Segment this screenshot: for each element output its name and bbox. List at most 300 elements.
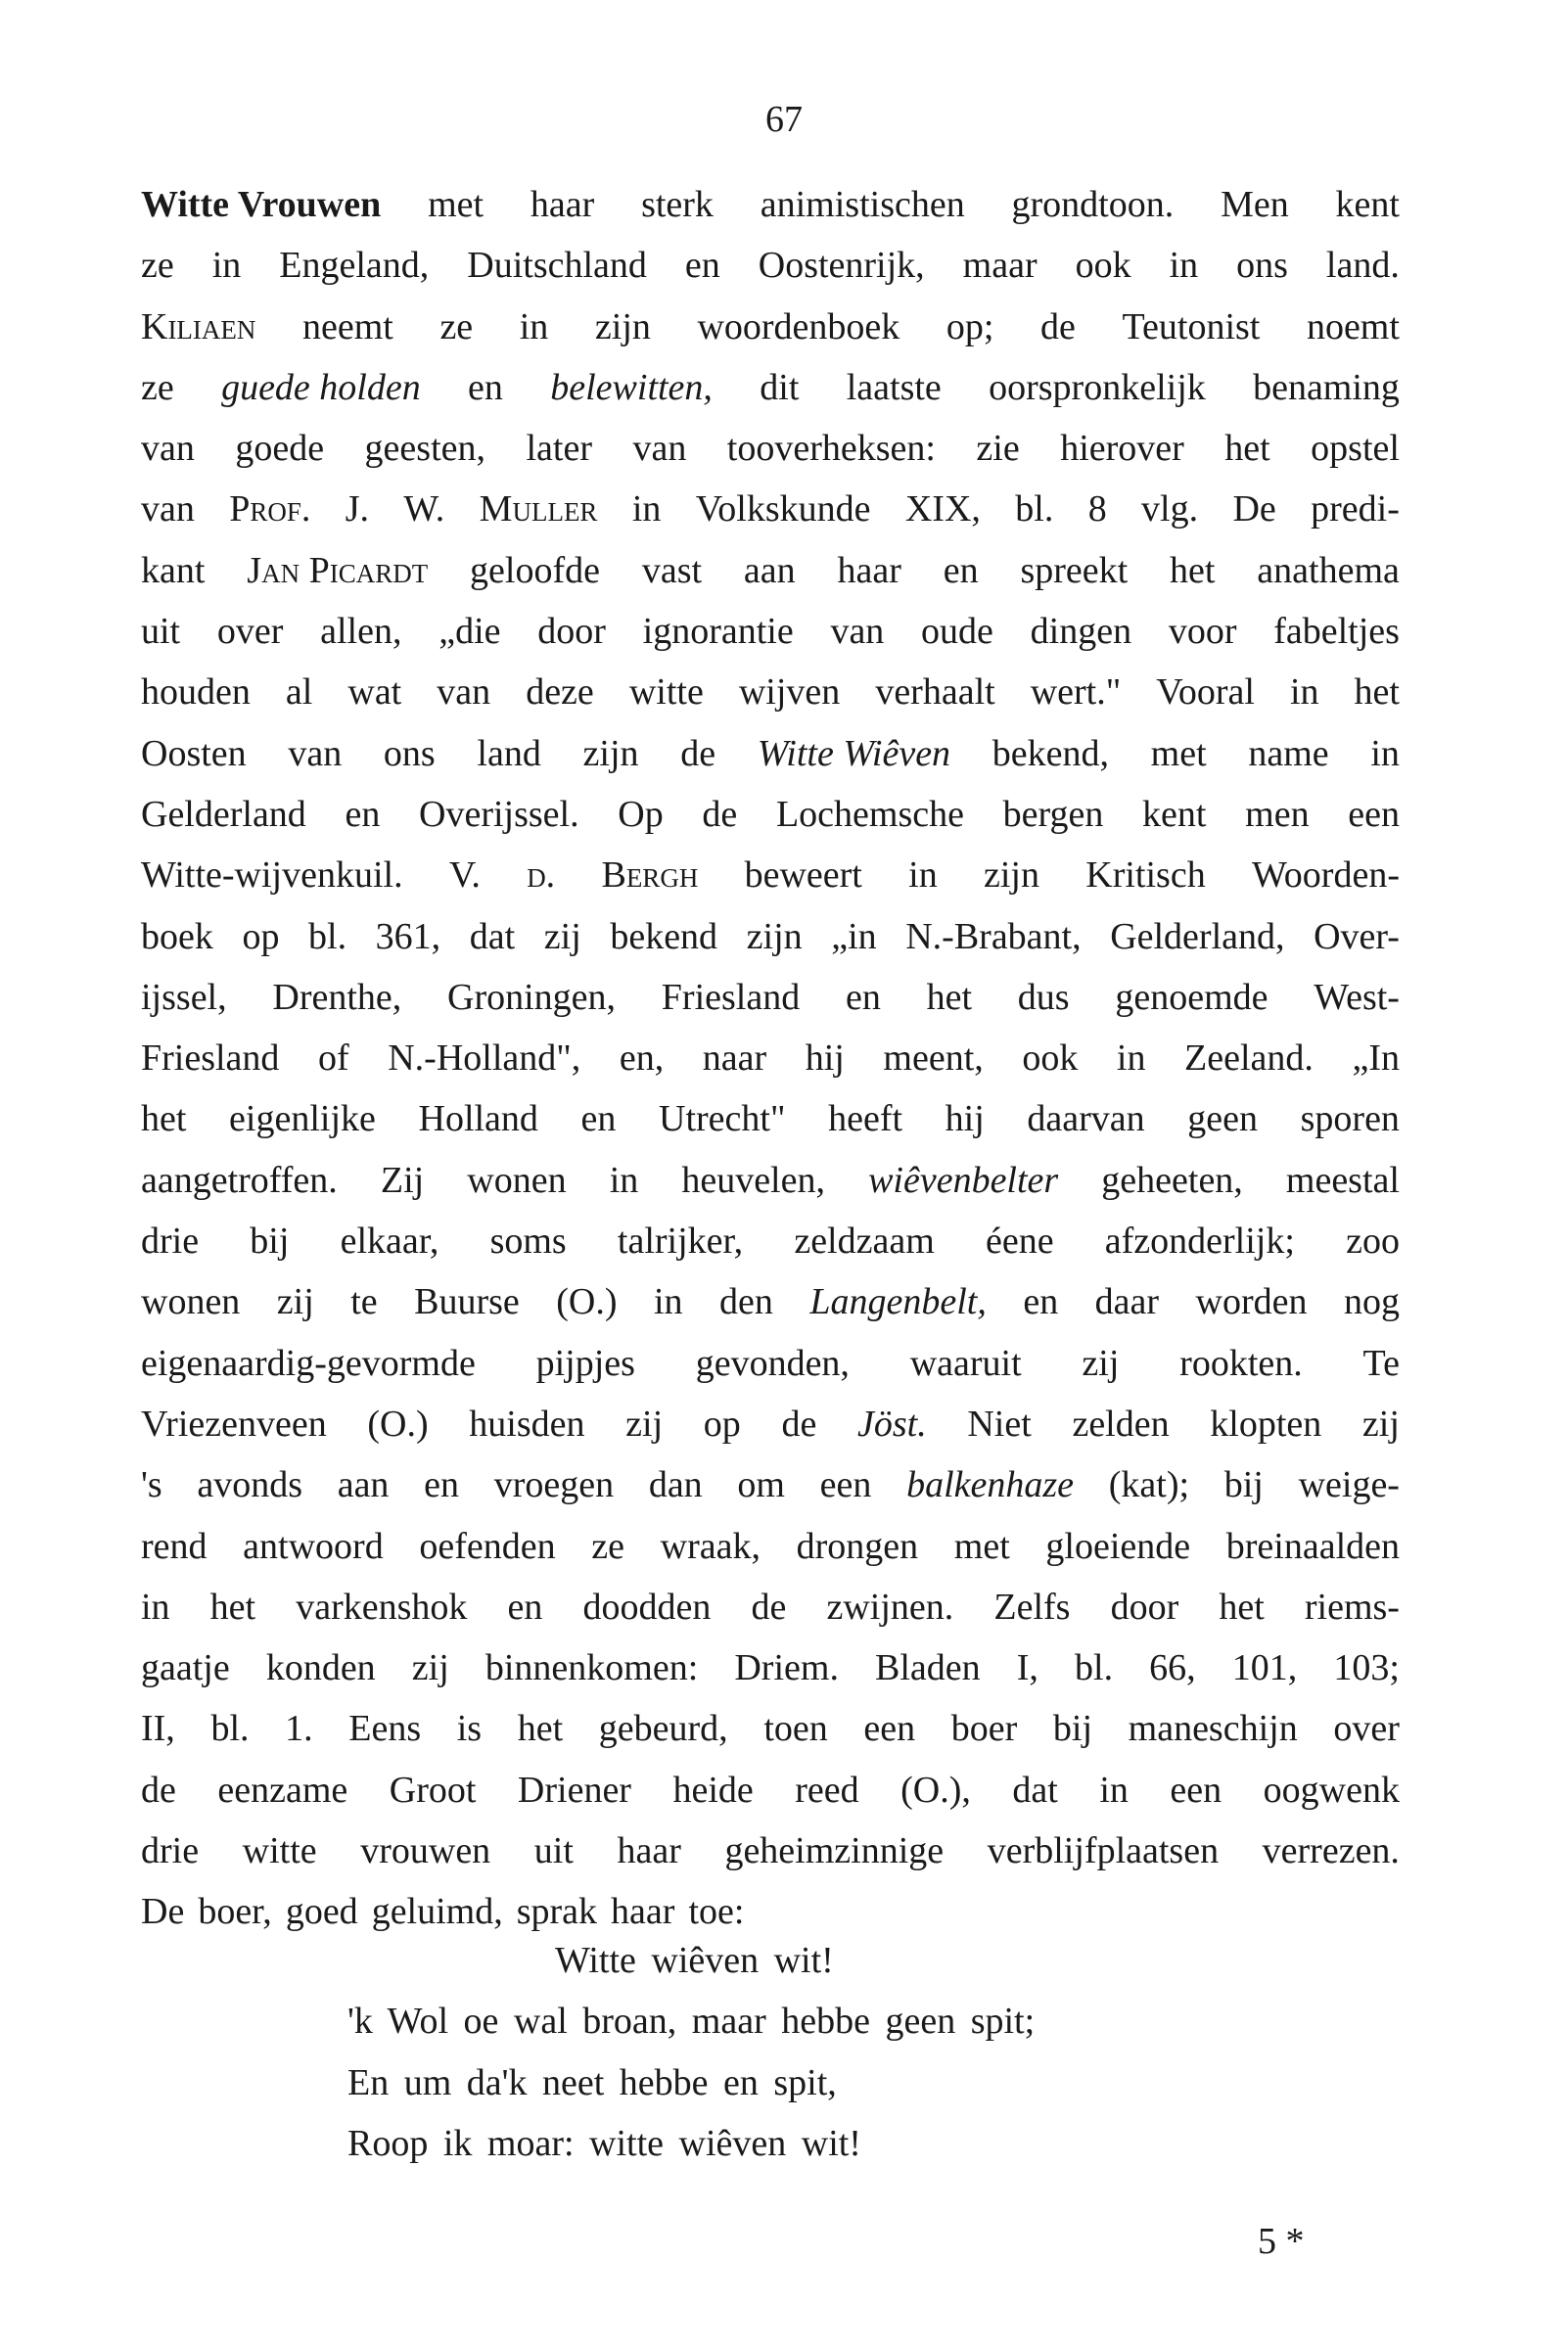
word: oorspronkelijk	[989, 366, 1206, 408]
word: breinaalden	[1225, 1525, 1400, 1567]
word: (O.),	[900, 1769, 971, 1811]
word: Witte Wiêven	[757, 732, 951, 774]
word: Zeeland.	[1184, 1037, 1314, 1080]
text-line	[141, 662, 1400, 722]
word: en	[507, 1586, 543, 1628]
word: aan	[743, 549, 796, 591]
word: meestal	[1285, 1159, 1400, 1201]
word: allen,	[320, 611, 402, 653]
word: bergen	[1002, 793, 1104, 835]
word: het	[1224, 428, 1270, 470]
word: bij	[1052, 1708, 1093, 1750]
word: sprak	[516, 1891, 598, 1933]
word: zij	[1361, 1403, 1400, 1445]
word: benaming	[1253, 366, 1400, 408]
word: de	[141, 1769, 176, 1811]
word: kent	[1335, 184, 1400, 225]
word: vast	[641, 549, 703, 591]
word: zwijnen.	[826, 1586, 954, 1628]
word: goed	[285, 1891, 358, 1933]
word: Niet	[967, 1403, 1032, 1445]
word: tooverheksen:	[726, 428, 936, 470]
word: éene	[985, 1221, 1054, 1263]
word: ons	[1236, 245, 1288, 287]
word: Muller	[479, 488, 598, 530]
word: geen	[1187, 1098, 1259, 1140]
text-line	[141, 297, 1400, 357]
word: toen	[763, 1708, 828, 1750]
word: zijn	[984, 854, 1039, 897]
word: van	[141, 428, 195, 470]
word: zij	[625, 1403, 664, 1445]
word: Jan Picardt	[247, 549, 429, 591]
word: gaatje	[141, 1647, 230, 1689]
word: geheimzinnige	[724, 1830, 945, 1872]
text-line	[141, 1821, 1400, 1881]
word: drongen	[796, 1525, 919, 1567]
word: witte	[242, 1830, 317, 1872]
text-line	[141, 1698, 1400, 1759]
text-line	[141, 1271, 1400, 1332]
word: in	[908, 854, 938, 897]
word: Teutonist	[1122, 305, 1261, 347]
word: wonen	[141, 1281, 241, 1323]
word: ijssel,	[141, 976, 227, 1018]
word: hij	[945, 1098, 985, 1140]
word: Bladen	[875, 1647, 981, 1689]
word: 361,	[375, 915, 441, 957]
word: Zelfs	[993, 1586, 1071, 1628]
word: boek	[141, 915, 213, 957]
word: men	[1245, 793, 1310, 835]
verse-line: En um da'k neet hebbe en spit,	[347, 2061, 837, 2103]
word: over	[216, 611, 284, 653]
word: Drenthe,	[272, 976, 402, 1018]
word: dat	[469, 915, 516, 957]
word: het	[926, 976, 973, 1018]
text-line	[141, 1333, 1400, 1394]
word: Duitschland	[467, 245, 647, 287]
word: boer	[950, 1708, 1018, 1750]
word: „In	[1352, 1037, 1400, 1080]
word: varkenshok	[296, 1586, 468, 1628]
word: of	[318, 1037, 349, 1080]
word: ignorantie	[642, 611, 794, 653]
word: Woorden-	[1251, 854, 1400, 897]
body-text	[141, 174, 1400, 1943]
word: sporen	[1300, 1098, 1400, 1140]
word: avonds	[197, 1464, 302, 1506]
text-line	[141, 174, 1400, 235]
word: zij	[543, 915, 581, 957]
word: het	[1219, 1586, 1265, 1628]
word: in	[519, 305, 549, 347]
word: aan	[337, 1464, 390, 1506]
word: en	[468, 366, 503, 408]
word: sterk	[641, 184, 714, 225]
word: ook	[1075, 245, 1131, 287]
word: van	[141, 488, 195, 530]
word: Gelderland	[141, 793, 306, 835]
word: rend	[141, 1525, 208, 1567]
word: neemt	[302, 305, 393, 347]
word: klopten	[1210, 1403, 1322, 1445]
verse-line: 'k Wol oe wal broan, maar hebbe geen spit;	[347, 2001, 1036, 2043]
word: De	[1232, 488, 1276, 530]
word: Holland	[418, 1098, 538, 1140]
word: Bergh	[601, 854, 699, 897]
word: land	[477, 732, 541, 774]
word: reed	[795, 1769, 859, 1811]
word: heuvelen,	[681, 1159, 825, 1201]
word: 's	[141, 1464, 162, 1506]
word: een	[819, 1464, 872, 1506]
word: land.	[1325, 245, 1400, 287]
word: op	[703, 1403, 741, 1445]
word: de	[702, 793, 738, 835]
word: Volkskunde	[695, 488, 871, 530]
word: houden	[141, 671, 251, 714]
word: maar	[962, 245, 1038, 287]
text-line	[141, 1211, 1400, 1271]
word: soms	[489, 1221, 567, 1263]
word: Vriezenveen	[141, 1403, 327, 1445]
word: drie	[141, 1830, 200, 1872]
word: waaruit	[909, 1342, 1022, 1384]
word: Witte-wijvenkuil.	[141, 854, 403, 897]
word: en	[684, 245, 720, 287]
word: Op	[618, 793, 664, 835]
word: balkenhaze	[906, 1464, 1075, 1506]
word: gevonden,	[695, 1342, 850, 1384]
text-line	[141, 540, 1400, 601]
text-line	[141, 1028, 1400, 1088]
word: later	[526, 428, 592, 470]
word: zie	[976, 428, 1020, 470]
word: bij	[1223, 1464, 1264, 1506]
word: in	[631, 488, 662, 530]
text-line	[141, 1516, 1400, 1577]
word: in	[1099, 1769, 1129, 1811]
word: al	[285, 671, 313, 714]
word: West-	[1314, 976, 1400, 1018]
word: bl.	[308, 915, 347, 957]
word: en	[580, 1098, 617, 1140]
word: V.	[448, 854, 481, 897]
word: wonen	[467, 1159, 567, 1201]
word: te	[350, 1281, 378, 1323]
word: Vooral	[1156, 671, 1255, 714]
word: het	[141, 1098, 187, 1140]
word: haar	[617, 1830, 681, 1872]
word: zij	[1082, 1342, 1120, 1384]
word: dingen	[1030, 611, 1132, 653]
word: haar	[837, 549, 901, 591]
word: 103;	[1333, 1647, 1400, 1689]
word: zelden	[1072, 1403, 1170, 1445]
word: en	[943, 549, 979, 591]
word: eigenaardig-gevormde	[141, 1342, 476, 1384]
word: het	[1354, 671, 1400, 714]
word: Gelderland,	[1110, 915, 1285, 957]
word: drie	[141, 1221, 200, 1263]
word: den	[719, 1281, 773, 1323]
word: bekend,	[992, 732, 1109, 774]
word: in	[1116, 1037, 1146, 1080]
word: rookten.	[1179, 1342, 1303, 1384]
word: eenzame	[217, 1769, 348, 1811]
word: Men	[1221, 184, 1289, 225]
word: haar	[611, 1891, 675, 1933]
word: nog	[1343, 1281, 1400, 1323]
word: van	[632, 428, 687, 470]
word: talrijker,	[617, 1221, 744, 1263]
word: Driener	[517, 1769, 631, 1811]
word: wraak,	[660, 1525, 761, 1567]
word: zijn	[746, 915, 803, 957]
word: uit	[533, 1830, 574, 1872]
word: Overijssel.	[419, 793, 579, 835]
word: op	[242, 915, 280, 957]
word: weige-	[1298, 1464, 1400, 1506]
word: in	[1169, 245, 1199, 287]
text-line	[141, 235, 1400, 296]
word: De	[141, 1891, 185, 1933]
word: pijpjes	[535, 1342, 635, 1384]
word: „die	[438, 611, 501, 653]
word: Witte Vrouwen	[141, 184, 382, 225]
text-line	[141, 357, 1400, 418]
word: en	[1023, 1281, 1059, 1323]
word: gloeiende	[1045, 1525, 1191, 1567]
text-line	[141, 967, 1400, 1028]
word: boer,	[198, 1891, 272, 1933]
word: meent,	[883, 1037, 984, 1080]
word: anathema	[1257, 549, 1400, 591]
word: bekend	[610, 915, 718, 957]
word: om	[737, 1464, 785, 1506]
word: een	[1348, 793, 1400, 835]
word: ze	[141, 245, 174, 287]
word: uit	[141, 611, 181, 653]
word: witte	[628, 671, 704, 714]
word: zijn	[582, 732, 639, 774]
word: met	[1150, 732, 1207, 774]
word: ze	[591, 1525, 624, 1567]
word: elkaar,	[340, 1221, 439, 1263]
word: hierover	[1060, 428, 1184, 470]
word: wat	[347, 671, 402, 714]
word: (O.)	[556, 1281, 618, 1323]
text-line	[141, 845, 1400, 905]
verse-line: Witte wiêven wit!	[555, 1940, 834, 1981]
word: Engeland,	[279, 245, 430, 287]
word: Oosten	[141, 732, 247, 774]
word: ze	[141, 366, 174, 408]
word: antwoord	[243, 1525, 384, 1567]
word: Friesland	[141, 1037, 280, 1080]
word: met	[953, 1525, 1010, 1567]
word: en	[345, 793, 381, 835]
word: in	[609, 1159, 639, 1201]
word: en,	[619, 1037, 665, 1080]
word: XIX,	[904, 488, 981, 530]
word: het	[517, 1708, 564, 1750]
word: Eens	[348, 1708, 422, 1750]
word: met	[428, 184, 484, 225]
word: Langenbelt,	[809, 1281, 987, 1323]
word: goede	[235, 428, 325, 470]
word: „in	[831, 915, 877, 957]
word: N.-Brabant,	[905, 915, 1082, 957]
word: in	[654, 1281, 683, 1323]
word: een	[863, 1708, 916, 1750]
verse	[347, 1930, 1035, 2174]
word: 1.	[285, 1708, 313, 1750]
word: verhaalt	[875, 671, 995, 714]
word: J.	[345, 488, 370, 530]
word: beweert	[744, 854, 862, 897]
word: noemt	[1306, 305, 1400, 347]
text-line	[141, 1637, 1400, 1698]
word: daarvan	[1027, 1098, 1145, 1140]
word: bl.	[1015, 488, 1054, 530]
text-line	[141, 1760, 1400, 1821]
word: ze	[439, 305, 474, 347]
word: ook	[1022, 1037, 1079, 1080]
word: voor	[1168, 611, 1237, 653]
word: hij	[805, 1037, 845, 1080]
word: vlg.	[1141, 488, 1199, 530]
word: kent	[1142, 793, 1207, 835]
word: worden	[1195, 1281, 1308, 1323]
word: en	[424, 1464, 460, 1506]
word: het	[209, 1586, 256, 1628]
word: dus	[1017, 976, 1070, 1018]
word: N.-Holland",	[388, 1037, 581, 1080]
word: Buurse	[414, 1281, 520, 1323]
word: eigenlijke	[229, 1098, 376, 1140]
word: op;	[945, 305, 994, 347]
text-line	[141, 1088, 1400, 1149]
word: van	[830, 611, 885, 653]
word: bl.	[210, 1708, 250, 1750]
word: 8	[1087, 488, 1107, 530]
word: dan	[648, 1464, 703, 1506]
word: geheeten,	[1101, 1159, 1243, 1201]
text-line	[141, 479, 1400, 539]
word: Kritisch	[1085, 854, 1206, 897]
word: Kiliaen	[141, 305, 256, 347]
word: geluimd,	[371, 1891, 503, 1933]
word: haar	[530, 184, 595, 225]
word: in	[141, 1586, 170, 1628]
word: 101,	[1231, 1647, 1298, 1689]
word: dat	[1012, 1769, 1058, 1811]
word: grondtoon.	[1011, 184, 1175, 225]
word: de	[751, 1586, 787, 1628]
text-line	[141, 1394, 1400, 1454]
word: gebeurd,	[598, 1708, 728, 1750]
word: Oostenrijk,	[758, 245, 925, 287]
word: de	[1040, 305, 1076, 347]
word: zij	[411, 1647, 449, 1689]
word: in	[1289, 671, 1319, 714]
word: Lochemsche	[775, 793, 964, 835]
word: kant	[141, 549, 206, 591]
word: Prof.	[229, 488, 311, 530]
word: verblijfplaatsen	[987, 1830, 1220, 1872]
word: binnenkomen:	[484, 1647, 699, 1689]
word: (O.)	[367, 1403, 429, 1445]
word: heide	[672, 1769, 754, 1811]
word: spreekt	[1020, 549, 1129, 591]
word: daar	[1094, 1281, 1160, 1323]
word: (kat);	[1108, 1464, 1190, 1506]
word: bl.	[1075, 1647, 1114, 1689]
word: d.	[527, 854, 556, 897]
word: doodden	[582, 1586, 712, 1628]
word: door	[1110, 1586, 1179, 1628]
word: vroegen	[493, 1464, 615, 1506]
word: in	[211, 245, 242, 287]
word: Groningen,	[447, 976, 617, 1018]
word: wijven	[738, 671, 841, 714]
word: het	[1170, 549, 1216, 591]
word: 66,	[1149, 1647, 1196, 1689]
verse-line: Roop ik moar: witte wiêven wit!	[347, 2122, 861, 2164]
word: ons	[383, 732, 436, 774]
word: over	[1333, 1708, 1400, 1750]
word: vrouwen	[360, 1830, 491, 1872]
word: aangetroffen.	[141, 1159, 338, 1201]
word: toe:	[688, 1891, 745, 1933]
word: van	[437, 671, 491, 714]
word: oogwenk	[1263, 1769, 1400, 1811]
word: zijn	[594, 305, 651, 347]
word: dit	[760, 366, 800, 408]
word: Driem.	[734, 1647, 839, 1689]
text-line	[141, 906, 1400, 967]
word: huisden	[469, 1403, 585, 1445]
word: laatste	[846, 366, 942, 408]
text-line	[141, 1454, 1400, 1515]
word: guede holden	[221, 366, 421, 408]
word: animistischen	[760, 184, 965, 225]
text-line	[141, 1150, 1400, 1211]
word: Over-	[1314, 915, 1400, 957]
word: de	[781, 1403, 817, 1445]
word: heeft	[828, 1098, 903, 1140]
word: zij	[276, 1281, 314, 1323]
word: zeldzaam	[794, 1221, 935, 1263]
page-number: 67	[765, 99, 803, 140]
word: riems-	[1304, 1586, 1400, 1628]
word: de	[680, 732, 716, 774]
word: afzonderlijk;	[1104, 1221, 1295, 1263]
word: van	[288, 732, 343, 774]
word: genoemde	[1115, 976, 1268, 1018]
word: geloofde	[470, 549, 600, 591]
word: is	[456, 1708, 483, 1750]
word: Te	[1362, 1342, 1400, 1384]
word: Groot	[389, 1769, 477, 1811]
word: door	[537, 611, 606, 653]
word: W.	[403, 488, 445, 530]
text-line	[141, 784, 1400, 845]
signature-mark: 5 *	[1258, 2221, 1305, 2262]
word: II,	[141, 1708, 175, 1750]
